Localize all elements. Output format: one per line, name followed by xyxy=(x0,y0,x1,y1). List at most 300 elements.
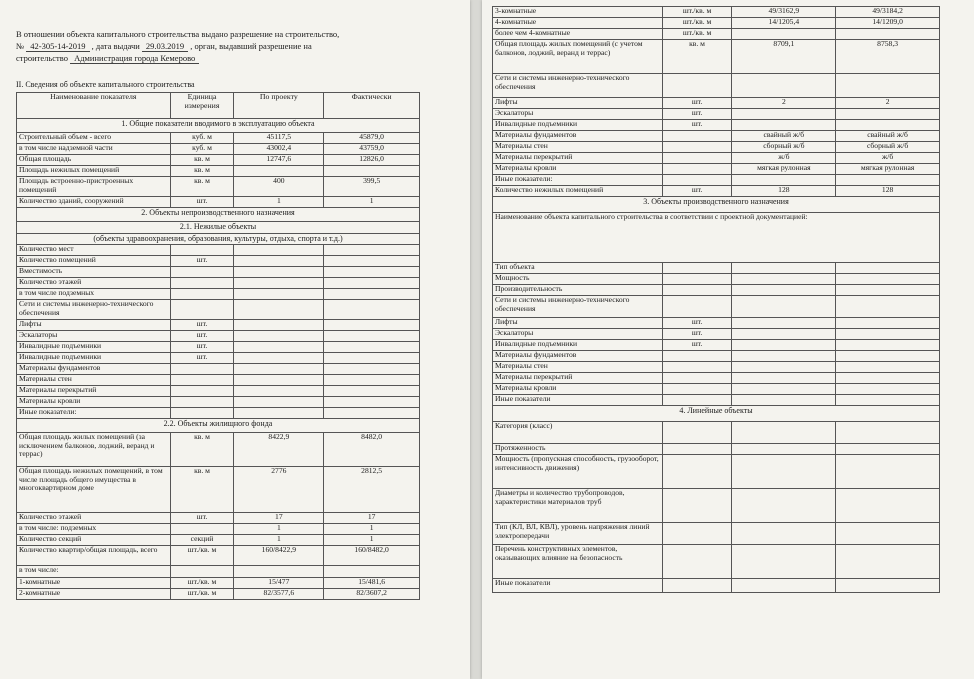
unit-cell: шт./кв. м xyxy=(170,589,234,600)
project-cell xyxy=(732,109,836,120)
unit-cell: шт. xyxy=(170,513,234,524)
actual-cell xyxy=(324,364,420,375)
unit-cell xyxy=(170,397,234,408)
project-cell xyxy=(732,318,836,329)
indicator-cell: Количество квартир/общая площадь, всего xyxy=(17,546,171,566)
indicator-cell: Площадь нежилых помещений xyxy=(17,166,171,177)
subsection-4-title xyxy=(493,406,940,422)
unit-cell: шт./кв. м xyxy=(170,546,234,566)
actual-cell xyxy=(836,285,940,296)
indicator-cell: 1-комнатные xyxy=(17,578,171,589)
indicator-cell: Иные показатели xyxy=(493,579,663,593)
actual-cell xyxy=(324,353,420,364)
table-row xyxy=(17,144,420,155)
actual-cell xyxy=(836,523,940,545)
project-cell xyxy=(234,353,324,364)
indicator-cell: Протяженность xyxy=(493,444,663,455)
indicator-cell: в том числе: подземных xyxy=(17,524,171,535)
actual-cell xyxy=(324,256,420,267)
actual-cell: 12826,0 xyxy=(324,155,420,166)
unit-cell: шт. xyxy=(170,342,234,353)
indicator-cell: Материалы стен xyxy=(493,362,663,373)
table-row xyxy=(493,340,940,351)
table-row xyxy=(17,245,420,256)
table-row xyxy=(17,467,420,513)
actual-cell xyxy=(836,29,940,40)
unit-cell: шт. xyxy=(662,109,732,120)
actual-cell xyxy=(324,566,420,578)
table-row xyxy=(493,373,940,384)
indicator-cell: Общая площадь xyxy=(17,155,171,166)
table-row xyxy=(493,329,940,340)
actual-cell xyxy=(836,329,940,340)
project-cell: мягкая рулонная xyxy=(732,164,836,175)
indicator-cell: Лифты xyxy=(17,320,171,331)
table-row xyxy=(493,351,940,362)
project-cell xyxy=(234,408,324,419)
table-row xyxy=(17,177,420,197)
actual-cell: свайный ж/б xyxy=(836,131,940,142)
unit-cell xyxy=(662,395,732,406)
project-cell xyxy=(732,579,836,593)
actual-cell xyxy=(324,300,420,320)
actual-cell xyxy=(836,274,940,285)
unit-cell: кв. м xyxy=(170,177,234,197)
actual-cell xyxy=(324,267,420,278)
unit-cell xyxy=(170,364,234,375)
table-row xyxy=(493,395,940,406)
unit-cell: шт./кв. м xyxy=(662,7,732,18)
table-row xyxy=(493,29,940,40)
unit-cell: шт. xyxy=(170,197,234,208)
actual-cell xyxy=(836,455,940,489)
indicator-cell: Материалы фундаментов xyxy=(17,364,171,375)
table-row xyxy=(17,397,420,408)
actual-cell xyxy=(836,74,940,98)
header-actual: Фактически xyxy=(324,93,420,119)
no-label: № xyxy=(16,41,25,51)
table-row xyxy=(17,433,420,467)
table-row xyxy=(17,300,420,320)
unit-cell xyxy=(662,263,732,274)
table-row xyxy=(17,578,420,589)
unit-cell xyxy=(662,175,732,186)
table-row xyxy=(17,386,420,397)
unit-cell xyxy=(170,386,234,397)
indicator-cell: Строительный объем - всего xyxy=(17,133,171,144)
unit-cell: шт. xyxy=(662,186,732,197)
actual-cell: 15/481,6 xyxy=(324,578,420,589)
actual-cell xyxy=(836,489,940,523)
actual-cell xyxy=(324,375,420,386)
table-row xyxy=(493,362,940,373)
project-cell: свайный ж/б xyxy=(732,131,836,142)
actual-cell: 2812,5 xyxy=(324,467,420,513)
indicator-cell: Сети и системы инженерно-технического обеспечения xyxy=(493,296,663,318)
table-cell: 2. Объекты непроизводственного назначения xyxy=(17,208,420,222)
indicator-cell: Количество помещений xyxy=(17,256,171,267)
unit-cell: шт./кв. м xyxy=(662,18,732,29)
unit-cell: кв. м xyxy=(170,433,234,467)
indicator-cell: Сети и системы инженерно-технического обеспечения xyxy=(17,300,171,320)
actual-cell: 2 xyxy=(836,98,940,109)
indicator-cell: Лифты xyxy=(493,318,663,329)
unit-cell: шт. xyxy=(662,120,732,131)
unit-cell xyxy=(170,524,234,535)
table-row xyxy=(17,513,420,524)
indicator-cell: Количество нежилых помещений xyxy=(493,186,663,197)
unit-cell xyxy=(170,278,234,289)
unit-cell: шт. xyxy=(662,329,732,340)
table-row xyxy=(493,186,940,197)
unit-cell: шт. xyxy=(170,331,234,342)
indicator-cell: Количество секций xyxy=(17,535,171,546)
subsection-2-title xyxy=(17,208,420,222)
project-cell xyxy=(732,175,836,186)
indicator-cell: Общая площадь жилых помещений (за исключением балконов, лоджий, веранд и террас) xyxy=(17,433,171,467)
actual-cell xyxy=(836,362,940,373)
project-cell: ж/б xyxy=(732,153,836,164)
project-cell: 82/3577,6 xyxy=(234,589,324,600)
project-cell xyxy=(732,263,836,274)
indicator-cell: Эскалаторы xyxy=(493,329,663,340)
table-row xyxy=(493,579,940,593)
indicator-cell: Материалы кровли xyxy=(17,397,171,408)
table-row xyxy=(493,7,940,18)
table-row xyxy=(493,285,940,296)
indicator-cell: Материалы перекрытий xyxy=(493,373,663,384)
project-cell: 15/477 xyxy=(234,578,324,589)
header-project: По проекту xyxy=(234,93,324,119)
project-cell: 128 xyxy=(732,186,836,197)
project-cell: 160/8422,9 xyxy=(234,546,324,566)
project-cell: 400 xyxy=(234,177,324,197)
indicator-cell: Общая площадь жилых помещений (с учетом балконов, лоджий, веранд и террас) xyxy=(493,40,663,74)
table-row xyxy=(17,133,420,144)
unit-cell: шт. xyxy=(662,98,732,109)
indicator-cell: Перечень конструктивных элементов, оказывающих влияние на безопасность xyxy=(493,545,663,579)
unit-cell: шт. xyxy=(170,353,234,364)
actual-cell: 45879,0 xyxy=(324,133,420,144)
unit-cell xyxy=(662,274,732,285)
header-unit: Единица измерения xyxy=(170,93,234,119)
actual-cell xyxy=(324,289,420,300)
indicator-cell: Категория (класс) xyxy=(493,422,663,444)
actual-cell: 43759,0 xyxy=(324,144,420,155)
unit-cell: шт./кв. м xyxy=(170,578,234,589)
project-cell xyxy=(234,267,324,278)
subsection-1-title xyxy=(17,119,420,133)
actual-cell: 17 xyxy=(324,513,420,524)
table-row xyxy=(17,524,420,535)
subsection-3-name-row xyxy=(493,213,940,263)
actual-cell xyxy=(836,373,940,384)
table-row xyxy=(17,256,420,267)
actual-cell xyxy=(836,175,940,186)
project-cell xyxy=(732,395,836,406)
table-row xyxy=(493,545,940,579)
unit-cell xyxy=(662,296,732,318)
indicator-cell: в том числе надземной части xyxy=(17,144,171,155)
indicator-cell: Количество мест xyxy=(17,245,171,256)
table-row xyxy=(17,331,420,342)
table-cell: 4. Линейные объекты xyxy=(493,406,940,422)
table-row xyxy=(493,98,940,109)
actual-cell xyxy=(324,386,420,397)
indicator-cell: 3-комнатные xyxy=(493,7,663,18)
permit-number: 42-305-14-2019 xyxy=(26,41,89,52)
table-row xyxy=(17,546,420,566)
actual-cell xyxy=(836,444,940,455)
table-row xyxy=(493,74,940,98)
unit-cell: шт./кв. м xyxy=(662,29,732,40)
table-row xyxy=(493,523,940,545)
actual-cell: ж/б xyxy=(836,153,940,164)
table-row xyxy=(17,320,420,331)
actual-cell xyxy=(324,166,420,177)
unit-cell xyxy=(662,489,732,523)
actual-cell: 1 xyxy=(324,524,420,535)
indicator-cell: Материалы перекрытий xyxy=(493,153,663,164)
organ-label: , орган, выдавший разрешение на xyxy=(190,41,312,51)
project-cell xyxy=(234,256,324,267)
table-row xyxy=(493,153,940,164)
actual-cell: 14/1209,0 xyxy=(836,18,940,29)
unit-cell xyxy=(662,285,732,296)
project-cell xyxy=(234,289,324,300)
project-cell xyxy=(732,274,836,285)
indicator-cell: в том числе: xyxy=(17,566,171,578)
table-row xyxy=(493,444,940,455)
table-row xyxy=(493,296,940,318)
indicator-cell: Материалы перекрытий xyxy=(17,386,171,397)
indicator-cell: Тип объекта xyxy=(493,263,663,274)
project-cell xyxy=(234,300,324,320)
table-row xyxy=(493,109,940,120)
actual-cell xyxy=(836,545,940,579)
table-cell: (объекты здравоохранения, образования, культуры, отдыха, спорта и т.д.) xyxy=(17,233,420,245)
unit-cell xyxy=(662,384,732,395)
project-cell xyxy=(234,566,324,578)
unit-cell xyxy=(170,408,234,419)
project-cell xyxy=(732,373,836,384)
actual-cell xyxy=(836,120,940,131)
actual-cell: 399,5 xyxy=(324,177,420,197)
actual-cell xyxy=(836,395,940,406)
project-cell xyxy=(234,320,324,331)
table-row xyxy=(493,318,940,329)
table-row xyxy=(493,40,940,74)
subsection-2-2-title xyxy=(17,419,420,433)
project-cell xyxy=(732,362,836,373)
unit-cell xyxy=(662,545,732,579)
project-cell xyxy=(234,342,324,353)
actual-cell xyxy=(836,351,940,362)
table-row xyxy=(493,489,940,523)
indicator-cell: 2-комнатные xyxy=(17,589,171,600)
left-page xyxy=(0,0,470,679)
actual-cell: 82/3607,2 xyxy=(324,589,420,600)
indicator-cell: Материалы фундаментов xyxy=(493,351,663,362)
unit-cell xyxy=(662,153,732,164)
table-row xyxy=(17,353,420,364)
header-row xyxy=(17,93,420,119)
unit-cell xyxy=(662,422,732,444)
actual-cell: 8482,0 xyxy=(324,433,420,467)
indicator-cell: Тип (КЛ, ВЛ, КВЛ), уровень напряжения линий электропередачи xyxy=(493,523,663,545)
unit-cell xyxy=(662,362,732,373)
project-cell xyxy=(732,455,836,489)
table-row xyxy=(17,289,420,300)
unit-cell: кв. м xyxy=(662,40,732,74)
table-row xyxy=(17,589,420,600)
unit-cell xyxy=(662,373,732,384)
project-cell xyxy=(234,397,324,408)
issuing-organ: Администрация города Кемерово xyxy=(70,53,199,64)
project-cell xyxy=(732,29,836,40)
project-cell: сборный ж/б xyxy=(732,142,836,153)
project-cell xyxy=(732,296,836,318)
unit-cell: куб. м xyxy=(170,133,234,144)
project-cell: 2 xyxy=(732,98,836,109)
table-row xyxy=(493,131,940,142)
project-cell: 1 xyxy=(234,197,324,208)
unit-cell: секций xyxy=(170,535,234,546)
table-row xyxy=(17,566,420,578)
actual-cell xyxy=(324,397,420,408)
project-cell: 2776 xyxy=(234,467,324,513)
indicator-cell: Количество этажей xyxy=(17,513,171,524)
indicator-cell: Инвалидные подъемники xyxy=(493,340,663,351)
table-row xyxy=(493,18,940,29)
table-row xyxy=(493,263,940,274)
project-cell: 8422,9 xyxy=(234,433,324,467)
intro-line1: В отношении объекта капитального строительства выдано разрешение на строительство, xyxy=(16,29,340,39)
unit-cell xyxy=(170,267,234,278)
table-cell: 2.2. Объекты жилищного фонда xyxy=(17,419,420,433)
project-cell xyxy=(732,384,836,395)
table-cell: 3. Объекты производственного назначения xyxy=(493,197,940,213)
unit-cell: кв. м xyxy=(170,467,234,513)
indicator-cell: Общая площадь нежилых помещений, в том числе площадь общего имущества в многоквартирном доме xyxy=(17,467,171,513)
unit-cell xyxy=(662,444,732,455)
indicator-cell: Производительность xyxy=(493,285,663,296)
table-cell: 1. Общие показатели вводимого в эксплуатацию объекта xyxy=(17,119,420,133)
table-row xyxy=(17,408,420,419)
indicator-cell: более чем 4-комнатные xyxy=(493,29,663,40)
actual-cell xyxy=(324,331,420,342)
indicator-cell: Иные показатели xyxy=(493,395,663,406)
indicator-cell: Материалы стен xyxy=(493,142,663,153)
table-row xyxy=(493,422,940,444)
indicator-cell: Количество этажей xyxy=(17,278,171,289)
date-label: , дата выдачи xyxy=(91,41,140,51)
header-indicator: Наименование показателя xyxy=(17,93,171,119)
indicator-cell: Материалы кровли xyxy=(493,164,663,175)
indicator-cell: Эскалаторы xyxy=(17,331,171,342)
project-cell xyxy=(732,523,836,545)
project-cell: 14/1205,4 xyxy=(732,18,836,29)
unit-cell xyxy=(662,164,732,175)
project-cell xyxy=(234,166,324,177)
indicator-cell: Сети и системы инженерно-технического обеспечения xyxy=(493,74,663,98)
actual-cell xyxy=(836,263,940,274)
project-cell xyxy=(732,74,836,98)
unit-cell: куб. м xyxy=(170,144,234,155)
indicator-cell: Материалы кровли xyxy=(493,384,663,395)
actual-cell xyxy=(836,109,940,120)
unit-cell xyxy=(170,375,234,386)
actual-cell xyxy=(836,422,940,444)
project-cell xyxy=(732,444,836,455)
subsection-2-1-title xyxy=(17,222,420,234)
unit-cell xyxy=(170,566,234,578)
project-cell xyxy=(234,278,324,289)
table-row xyxy=(17,267,420,278)
table-row xyxy=(493,384,940,395)
indicator-cell: Инвалидные подъемники xyxy=(17,353,171,364)
actual-cell xyxy=(836,579,940,593)
indicator-cell: Мощность xyxy=(493,274,663,285)
project-cell: 45117,5 xyxy=(234,133,324,144)
indicator-cell: Эскалаторы xyxy=(493,109,663,120)
project-cell xyxy=(234,245,324,256)
project-cell: 8709,1 xyxy=(732,40,836,74)
indicator-cell: Площадь встроенно-пристроенных помещений xyxy=(17,177,171,197)
actual-cell xyxy=(324,278,420,289)
project-cell xyxy=(234,331,324,342)
left-table xyxy=(16,92,420,600)
actual-cell: 128 xyxy=(836,186,940,197)
unit-cell: шт. xyxy=(170,256,234,267)
table-row xyxy=(493,455,940,489)
actual-cell: 1 xyxy=(324,197,420,208)
project-cell xyxy=(732,351,836,362)
actual-cell xyxy=(836,318,940,329)
unit-cell xyxy=(170,245,234,256)
unit-cell xyxy=(662,74,732,98)
unit-cell xyxy=(662,131,732,142)
indicator-cell: Мощность (пропускная способность, грузооборот, интенсивность движения) xyxy=(493,455,663,489)
project-cell xyxy=(732,340,836,351)
indicator-cell: 4-комнатные xyxy=(493,18,663,29)
project-cell xyxy=(732,120,836,131)
table-row xyxy=(17,166,420,177)
table-row xyxy=(493,120,940,131)
actual-cell: 160/8482,0 xyxy=(324,546,420,566)
actual-cell xyxy=(836,340,940,351)
project-cell xyxy=(732,285,836,296)
unit-cell xyxy=(662,142,732,153)
table-row xyxy=(493,142,940,153)
actual-cell xyxy=(324,408,420,419)
table-row xyxy=(17,364,420,375)
actual-cell: 1 xyxy=(324,535,420,546)
project-cell xyxy=(732,545,836,579)
indicator-cell: Инвалидные подъемники xyxy=(493,120,663,131)
indicator-cell: Иные показатели: xyxy=(493,175,663,186)
subsection-3-title xyxy=(493,197,940,213)
project-cell: 12747,6 xyxy=(234,155,324,166)
construction-label: строительство xyxy=(16,53,68,63)
project-cell xyxy=(234,386,324,397)
project-cell: 1 xyxy=(234,524,324,535)
indicator-cell: Количество зданий, сооружений xyxy=(17,197,171,208)
indicator-cell: Инвалидные подъемники xyxy=(17,342,171,353)
actual-cell: сборный ж/б xyxy=(836,142,940,153)
unit-cell xyxy=(170,300,234,320)
indicator-cell: Диаметры и количество трубопроводов, характеристики материалов труб xyxy=(493,489,663,523)
